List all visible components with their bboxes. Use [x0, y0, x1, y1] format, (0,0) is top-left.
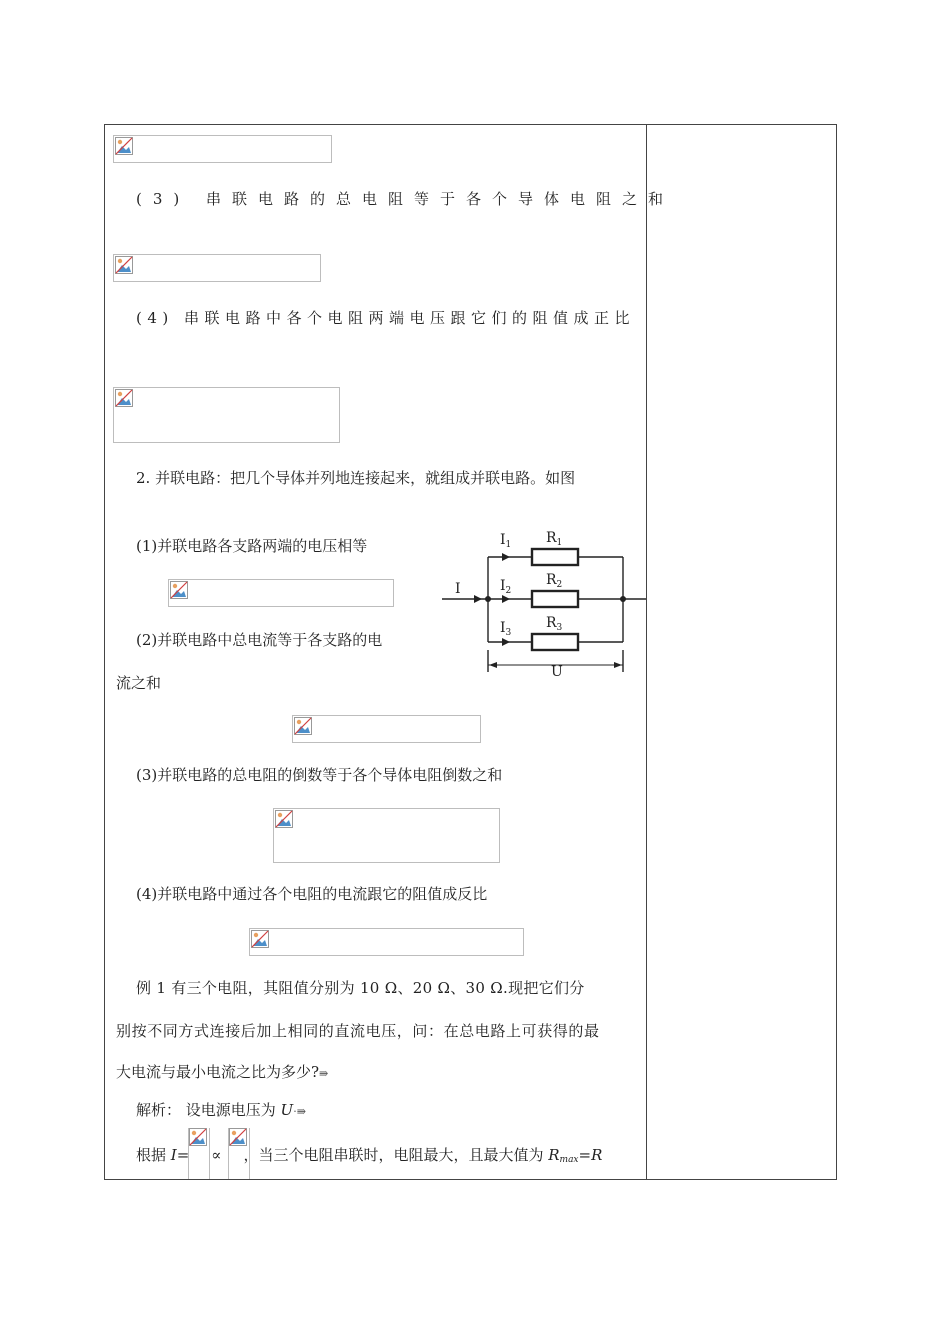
label-R2: $R_2$ [546, 572, 563, 590]
formula-image-series-3 [113, 254, 321, 282]
broken-image-icon [115, 137, 133, 155]
label-I: I [455, 581, 461, 597]
analysis-line [136, 1100, 306, 1122]
paragraph-mark: ⇛ [319, 1067, 329, 1080]
example-line-2: 别按不同方式连接后加上相同的直流电压，问：在总电路上可获得的最 [116, 1022, 600, 1040]
var-U: U [280, 1101, 294, 1119]
broken-image-icon [115, 389, 133, 407]
label-U: U [551, 664, 563, 680]
parallel-circuit-diagram [436, 522, 648, 684]
formula-image-series-2 [113, 135, 332, 163]
formula-image-parallel-3 [273, 808, 500, 863]
var-R1: R [591, 1146, 603, 1164]
formula-image-inline-1 [188, 1128, 210, 1179]
analysis-label: 解析： 设电源电压为 [136, 1101, 281, 1119]
label-I1: $I_1$ [500, 532, 512, 550]
broken-image-icon [294, 717, 312, 735]
broken-image-icon [115, 256, 133, 274]
label-I3: $I_3$ [500, 620, 512, 638]
example-line-3 [116, 1062, 328, 1084]
parallel-heading: 2. 并联电路：把几个导体并列地连接起来，就组成并联电路。如图 [136, 469, 576, 487]
parallel-item-1: (1)并联电路各支路两端的电压相等 [136, 537, 368, 555]
proportional-sign: ∝ [211, 1146, 222, 1164]
var-R-max: $R_{max}$ [548, 1146, 579, 1165]
broken-image-icon [275, 810, 293, 828]
example-line-3-text: 大电流与最小电流之比为多少? [116, 1063, 320, 1081]
equals-sign-2: = [578, 1146, 592, 1164]
broken-image-icon [170, 581, 188, 599]
basis-suffix: ，当三个电阻串联时，电阻最大，且最大值为 [243, 1146, 549, 1164]
equals-sign: = [176, 1146, 190, 1164]
series-item-3: (3) 串联电路的总电阻等于各个导体电阻之和 [136, 190, 675, 208]
formula-image-parallel-4 [249, 928, 524, 956]
series-item-4: (4) 串联电路中各个电阻两端电压跟它们的阻值成正比 [136, 309, 636, 327]
parallel-item-2-line1: (2)并联电路中总电流等于各支路的电 [136, 631, 383, 649]
broken-image-icon [251, 930, 269, 948]
formula-image-parallel-1 [168, 579, 394, 607]
label-R1: $R_1$ [546, 530, 563, 548]
formula-image-inline-2 [228, 1128, 250, 1179]
formula-image-series-4 [113, 387, 340, 443]
basis-prefix: 根据 [136, 1146, 171, 1164]
paragraph-mark: ·⇛ [293, 1105, 306, 1118]
broken-image-icon [229, 1128, 247, 1146]
example-line-1: 例 1 有三个电阻，其阻值分别为 10 Ω、20 Ω、30 Ω.现把它们分 [136, 979, 585, 997]
parallel-item-3: (3)并联电路的总电阻的倒数等于各个导体电阻倒数之和 [136, 766, 503, 784]
formula-image-parallel-2 [292, 715, 481, 743]
label-I2: $I_2$ [500, 578, 512, 596]
var-I: I [170, 1146, 177, 1164]
parallel-item-2-line2: 流之和 [116, 674, 162, 692]
broken-image-icon [189, 1128, 207, 1146]
label-R3: $R_3$ [546, 615, 563, 633]
parallel-item-4: (4)并联电路中通过各个电阻的电流跟它的阻值成反比 [136, 885, 488, 903]
